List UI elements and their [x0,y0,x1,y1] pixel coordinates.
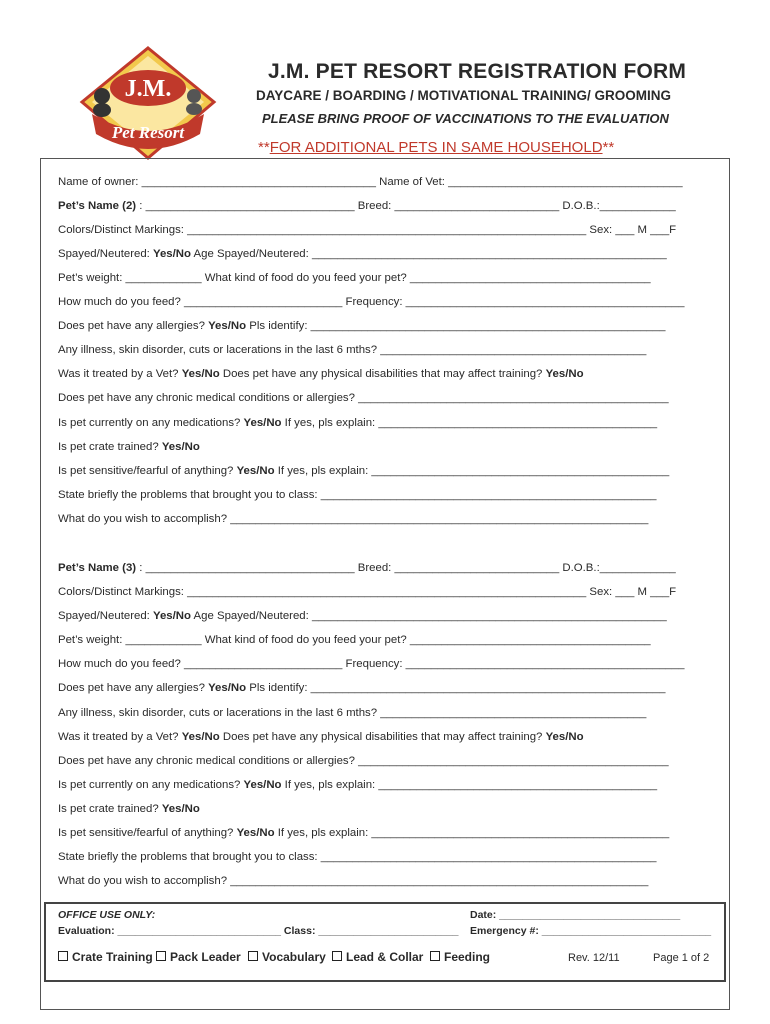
checkbox-crate-training[interactable]: Crate Training [58,950,153,964]
svg-text:J.M.: J.M. [124,76,172,102]
office-use-heading: OFFICE USE ONLY: [58,909,156,921]
pet3-name-row[interactable]: Pet’s Name (3) : _________________________________ Breed: __________________________ D.O.B.:____________ [58,562,676,574]
pet2-colors-row[interactable]: Colors/Distinct Markings: _______________________________________________________________ Sex: ___ M ___F [58,224,677,236]
pet2-name-row[interactable]: Pet’s Name (2) : _________________________________ Breed: __________________________ D.O.B.:____________ [58,200,676,212]
pet2-problems-row[interactable]: State briefly the problems that brought you to class: _____________________________________________________ [58,489,657,501]
pet2-vet-row[interactable]: Was it treated by a Vet? Yes/No Does pet have any physical disabilities that may affect training? Yes/No [58,368,584,380]
checkbox-icon [58,951,68,961]
pet3-spayed-row[interactable]: Spayed/Neutered: Yes/No Age Spayed/Neutered: ________________________________________________________ [58,610,667,622]
pet3-medications-row[interactable]: Is pet currently on any medications? Yes/No If yes, pls explain: ____________________________________________ [58,779,658,791]
pet2-allergies-row[interactable]: Does pet have any allergies? Yes/No Pls identify: ________________________________________________________ [58,320,666,332]
pet2-weight-row[interactable]: Pet’s weight: ____________ What kind of food do you feed your pet? ______________________________________ [58,272,651,284]
pet3-illness-row[interactable]: Any illness, skin disorder, cuts or lacerations in the last 6 mths? __________________________________________ [58,707,647,719]
pet3-chronic-row[interactable]: Does pet have any chronic medical conditions or allergies? _________________________________________________ [58,755,669,767]
form-title: J.M. PET RESORT REGISTRATION FORM [268,60,687,83]
checkbox-icon [332,951,342,961]
pet3-weight-row[interactable]: Pet’s weight: ____________ What kind of food do you feed your pet? ______________________________________ [58,634,651,646]
office-emergency-field[interactable]: Emergency #: _____________________________ [470,925,712,937]
page-number: Page 1 of 2 [653,952,710,964]
checkbox-icon [248,951,258,961]
pet2-chronic-row[interactable]: Does pet have any chronic medical conditions or allergies? _________________________________________________ [58,392,669,404]
pet2-fearful-row[interactable]: Is pet sensitive/fearful of anything? Yes/No If yes, pls explain: _______________________________________________ [58,465,670,477]
checkbox-vocabulary[interactable]: Vocabulary [248,950,326,964]
pet3-goals-row[interactable]: What do you wish to accomplish? __________________________________________________________________ [58,875,649,887]
pet2-illness-row[interactable]: Any illness, skin disorder, cuts or lacerations in the last 6 mths? __________________________________________ [58,344,647,356]
pet3-problems-row[interactable]: State briefly the problems that brought you to class: _____________________________________________________ [58,851,657,863]
additional-pets-heading: **FOR ADDITIONAL PETS IN SAME HOUSEHOLD** [258,139,615,156]
pet3-fearful-row[interactable]: Is pet sensitive/fearful of anything? Yes/No If yes, pls explain: _______________________________________________ [58,827,670,839]
office-evaluation-class-field[interactable]: Evaluation: ____________________________ Class: ________________________ [58,925,459,937]
pet3-colors-row[interactable]: Colors/Distinct Markings: _______________________________________________________________ Sex: ___ M ___F [58,586,677,598]
pet2-feed-row[interactable]: How much do you feed? _________________________ Frequency: ____________________________________________ [58,296,685,308]
checkbox-icon [156,951,166,961]
pet2-crate-row[interactable]: Is pet crate trained? Yes/No [58,441,200,453]
pet2-spayed-row[interactable]: Spayed/Neutered: Yes/No Age Spayed/Neutered: ________________________________________________________ [58,248,667,260]
office-date-field[interactable]: Date: _______________________________ [470,909,681,921]
pet3-allergies-row[interactable]: Does pet have any allergies? Yes/No Pls identify: ________________________________________________________ [58,682,666,694]
jm-pet-resort-logo [78,44,218,162]
pet2-goals-row[interactable]: What do you wish to accomplish? __________________________________________________________________ [58,513,649,525]
checkbox-icon [430,951,440,961]
revision-label: Rev. 12/11 [568,952,620,964]
checkbox-lead-collar[interactable]: Lead & Collar [332,950,423,964]
vaccination-notice: PLEASE BRING PROOF OF VACCINATIONS TO THE EVALUATION [262,111,669,126]
pet2-medications-row[interactable]: Is pet currently on any medications? Yes/No If yes, pls explain: ____________________________________________ [58,417,658,429]
svg-text:Pet Resort: Pet Resort [111,123,185,142]
pet3-feed-row[interactable]: How much do you feed? _________________________ Frequency: ____________________________________________ [58,658,685,670]
pet3-crate-row[interactable]: Is pet crate trained? Yes/No [58,803,200,815]
pet3-vet-row[interactable]: Was it treated by a Vet? Yes/No Does pet have any physical disabilities that may affect training? Yes/No [58,731,584,743]
services-subtitle: DAYCARE / BOARDING / MOTIVATIONAL TRAINING/ GROOMING [256,88,672,103]
checkbox-pack-leader[interactable]: Pack Leader [156,950,241,964]
owner-vet-row[interactable]: Name of owner: _____________________________________ Name of Vet: _____________________________________ [58,176,683,188]
checkbox-feeding[interactable]: Feeding [430,950,490,964]
